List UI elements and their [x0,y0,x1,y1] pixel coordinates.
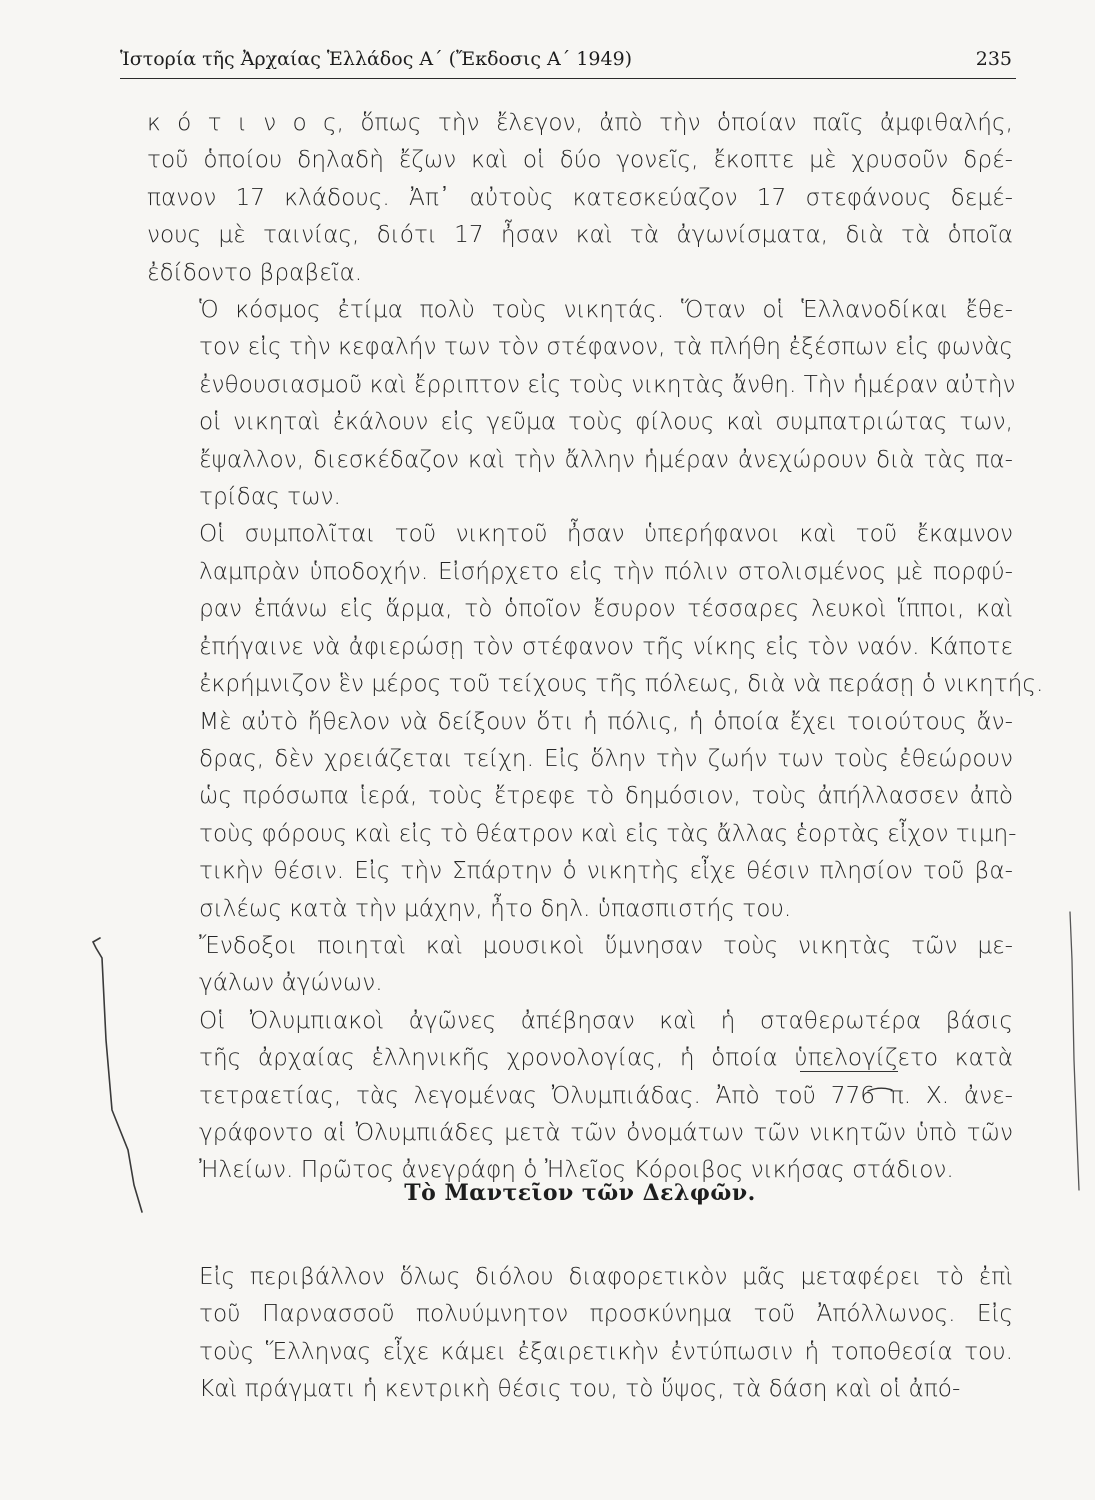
text-line: οἱ νικηταὶ ἐκάλουν εἰς γεῦμα τοὺς φίλους καὶ συμπατριώτας των, [199,408,1013,436]
text-line: ἔψαλλον, διεσκέδαζον καὶ τὴν ἄλλην ἡμέραν ἀνεχώρουν διὰ τὰς πα- [199,445,1013,473]
text-line: Μὲ αὐτὸ ἤθελον νὰ δείξουν ὅτι ἡ πόλις, ἡ ὁποία ἔχει τοιούτους ἄν- [199,707,1013,735]
text-line: Ἔνδοξοι ποιηταὶ καὶ μουσικοὶ ὕμνησαν τοὺς νικητὰς τῶν με- [199,931,1013,959]
text-line: τοὺς Ἕλληνας εἶχε κάμει ἐξαιρετικὴν ἐντύπωσιν ἡ τοποθεσία του. [199,1337,1013,1365]
header-title: Ἱστορία τῆς Ἀρχαίας Ἑλλάδος Α΄ (Ἔκδοσις Α΄ 1949) [120,48,633,70]
text-line: γάλων ἀγώνων. [199,969,383,997]
running-header [120,44,1016,79]
paragraph [147,515,1044,926]
text-line: Καὶ πράγματι ἡ κεντρικὴ θέσις του, τὸ ὕψος, τὰ δάση καὶ οἱ ἀπό- [199,1375,961,1403]
text-line: δρας, δὲν χρειάζεται τείχη. Εἰς ὅλην τὴν ζωήν των τοὺς ἐθεώρουν [199,744,1013,772]
paragraph [147,1002,1013,1189]
main-text [147,104,1044,1189]
text-line: λαμπρὰν ὑποδοχήν. Εἰσήρχετο εἰς τὴν πόλιν στολισμένος μὲ πορφύ- [199,557,1013,585]
section-heading: Τὸ Μαντεῖον τῶν Δελφῶν. [404,1180,756,1206]
text-line: τετραετίας, τὰς λεγομένας Ὀλυμπιάδας. Ἀπὸ τοῦ 776 π. Χ. ἀνε- [199,1081,1013,1109]
text-line: ἐδίδοντο βραβεῖα. [147,258,363,286]
pencil-underline [800,1071,898,1072]
text-line: τοῦ Παρνασσοῦ πολυύμνητον προσκύνημα τοῦ Ἀπόλλωνος. Εἰς [199,1300,1013,1328]
text-line: ὡς πρόσωπα ἱερά, τοὺς ἔτρεφε τὸ δημόσιον, τοὺς ἀπήλλασσεν ἀπὸ [199,782,1013,810]
text-line: ἐκρήμνιζον ἓν μέρος τοῦ τείχους τῆς πόλεως, διὰ νὰ περάσῃ ὁ νικητής. [199,670,1044,698]
text-line: σιλέως κατὰ τὴν μάχην, ἦτο δηλ. ὑπασπιστής του. [199,894,792,922]
paragraph [147,1258,1013,1408]
paragraph [147,291,1016,515]
right-margin-line [1070,912,1079,1190]
text-line: τοῦ ὁποίου δηλαδὴ ἔζων καὶ οἱ δύο γονεῖς, ἔκοπτε μὲ χρυσοῦν δρέ- [147,146,1013,174]
section-text [147,1258,1013,1408]
text-line: τρίδας των. [199,483,341,511]
text-line: Οἱ Ὀλυμπιακοὶ ἀγῶνες ἀπέβησαν καὶ ἡ σταθερωτέρα βάσις [199,1006,1013,1034]
text-line: Εἰς περιβάλλον ὅλως διόλου διαφορετικὸν μᾶς μεταφέρει τὸ ἐπὶ [199,1263,1013,1290]
text-line: τῆς ἀρχαίας ἑλληνικῆς χρονολογίας, ἡ ὁποία ὑπελογίζετο κατὰ [199,1044,1013,1072]
text-line: Οἱ συμπολῖται τοῦ νικητοῦ ἦσαν ὑπερήφανοι καὶ τοῦ ἔκαμνον [199,520,1013,548]
text-line: Ὁ κόσμος ἐτίμα πολὺ τοὺς νικητάς. Ὅταν οἱ Ἑλλανοδίκαι ἔθε- [199,296,1013,324]
page-number: 235 [975,48,1012,70]
paragraph [147,927,1013,1002]
text-line: τικὴν θέσιν. Εἰς τὴν Σπάρτην ὁ νικητὴς εἶχε θέσιν πλησίον τοῦ βα- [199,857,1013,885]
left-margin-bracket [93,938,142,1212]
text-line: τοὺς φόρους καὶ εἰς τὸ θέατρον καὶ εἰς τὰς ἄλλας ἑορτὰς εἶχον τιμη- [199,819,1017,847]
text-line: νους μὲ ταινίας, διότι 17 ἦσαν καὶ τὰ ἀγωνίσματα, διὰ τὰ ὁποῖα [147,221,1013,249]
text-line: Ἠλείων. Πρῶτος ἀνεγράφη ὁ Ἠλεῖος Κόροιβος νικήσας στάδιον. [199,1156,954,1184]
paragraph [147,104,1013,291]
text-line: ἐπήγαινε νὰ ἀφιερώσῃ τὸν στέφανον τῆς νίκης εἰς τὸν ναόν. Κάποτε [199,632,1013,660]
text-line: γράφοντο αἱ Ὀλυμπιάδες μετὰ τῶν ὀνομάτων τῶν νικητῶν ὑπὸ τῶν [199,1118,1013,1146]
text-line: τον εἰς τὴν κεφαλήν των τὸν στέφανον, τὰ πλήθη ἐξέσπων εἰς φωνὰς [199,333,1013,361]
text-line: πανον 17 κλάδους. Ἀπ᾽ αὐτοὺς κατεσκεύαζον 17 στεφάνους δεμέ- [147,183,1013,211]
text-line: κ ό τ ι ν ο ς, ὅπως τὴν ἔλεγον, ἀπὸ τὴν ὁποίαν παῖς ἀμφιθαλής, [147,109,1013,136]
text-line: ἐνθουσιασμοῦ καὶ ἔρριπτον εἰς τοὺς νικητὰς ἄνθη. Τὴν ἡμέραν αὐτὴν [199,370,1016,398]
text-line: ραν ἐπάνω εἰς ἅρμα, τὸ ὁποῖον ἔσυρον τέσσαρες λευκοὶ ἵπποι, καὶ [199,595,1013,623]
